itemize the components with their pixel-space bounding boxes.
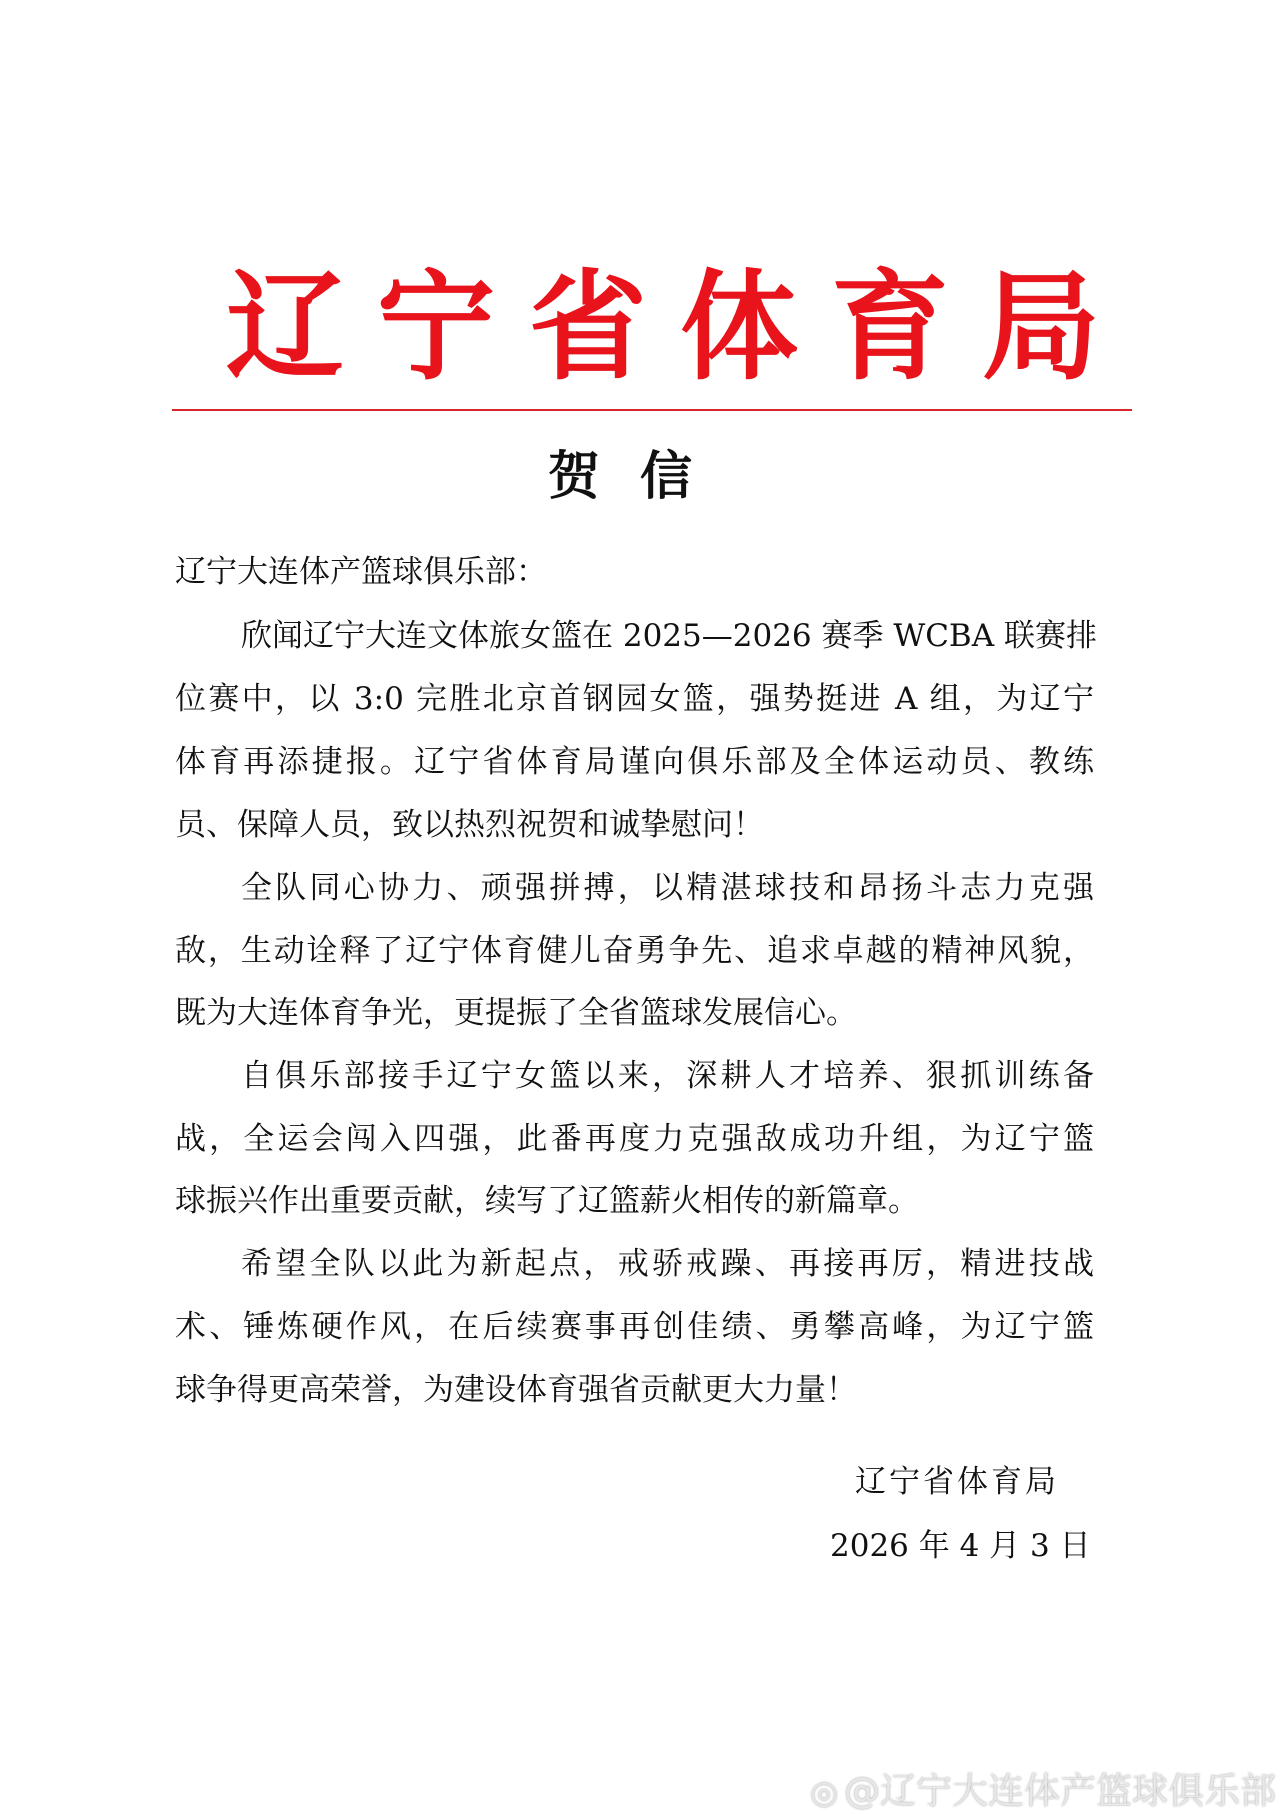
paragraph-line: 体育再添捷报。辽宁省体育局谨向俱乐部及全体运动员、教练 (175, 744, 1094, 780)
paragraph-line: 自俱乐部接手辽宁女篮以来，深耕人才培养、狠抓训练备 (241, 1058, 1094, 1094)
letterhead-char: 体 (679, 258, 799, 396)
paragraph-line: 希望全队以此为新起点，戒骄戒躁、再接再厉，精进技战 (241, 1246, 1094, 1282)
paragraph-line: 术、锤炼硬作风，在后续赛事再创佳绩、勇攀高峰，为辽宁篮 (175, 1309, 1094, 1345)
salutation: 辽宁大连体产篮球俱乐部： (175, 554, 547, 590)
paragraph-line: 敌，生动诠释了辽宁体育健儿奋勇争先、追求卓越的精神风貌， (175, 933, 1094, 969)
letterhead-char: 省 (528, 258, 648, 396)
paragraph-line: 球振兴作出重要贡献，续写了辽篮薪火相传的新篇章。 (175, 1183, 919, 1219)
watermark (810, 1770, 1276, 1814)
letterhead-char: 局 (981, 258, 1101, 396)
paragraph-line: 员、保障人员，致以热烈祝贺和诚挚慰问！ (175, 807, 764, 843)
letterhead-char: 宁 (376, 258, 496, 396)
letter-date: 2026 年 4 月 3 日 (830, 1528, 1091, 1564)
weibo-icon: ◎ (810, 1773, 838, 1811)
paragraph-line: 球争得更高荣誉，为建设体育强省贡献更大力量！ (175, 1372, 857, 1408)
paragraph-line: 战，全运会闯入四强，此番再度力克强敌成功升组，为辽宁篮 (175, 1121, 1094, 1157)
letterhead-char: 育 (830, 258, 950, 396)
signature: 辽宁省体育局 (855, 1464, 1059, 1500)
paragraph-line: 既为大连体育争光，更提振了全省篮球发展信心。 (175, 995, 857, 1031)
paragraph-line: 全队同心协力、顽强拼搏，以精湛球技和昂扬斗志力克强 (241, 870, 1094, 906)
letter-title: 贺信 (547, 446, 732, 507)
header-divider (172, 409, 1132, 411)
paragraph-line: 位赛中，以 3:0 完胜北京首钢园女篮，强势挺进 A 组，为辽宁 (175, 681, 1094, 717)
letterhead-char: 辽 (225, 258, 345, 396)
paragraph-line: 欣闻辽宁大连文体旅女篮在 2025—2026 赛季 WCBA 联赛排 (241, 618, 1097, 654)
watermark-text: @辽宁大连体产篮球俱乐部 (843, 1771, 1276, 1812)
